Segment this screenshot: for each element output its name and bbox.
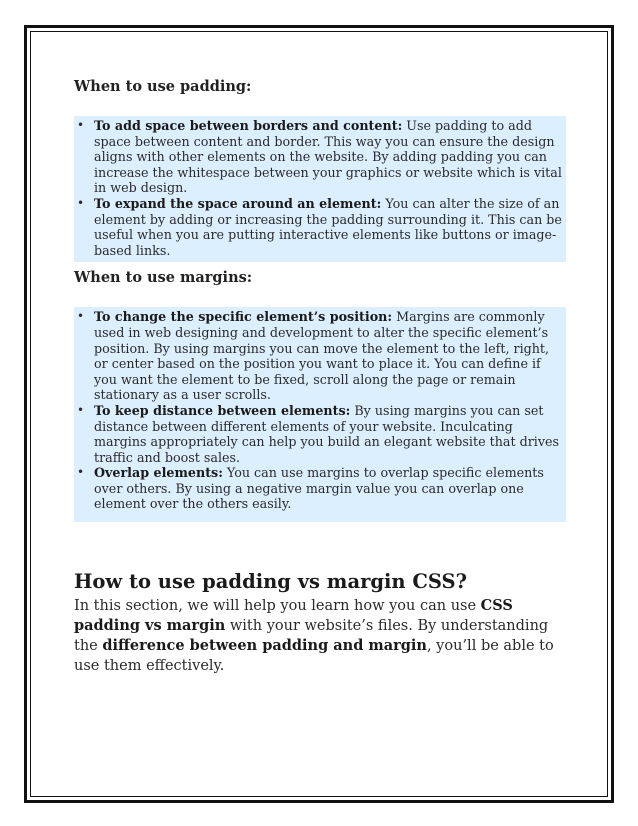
list-item-title: To keep distance between elements: [94, 402, 351, 418]
how-to-heading: How to use padding vs margin CSS? [74, 570, 468, 594]
list-item [74, 118, 566, 196]
padding-highlight-box [74, 116, 566, 262]
margins-heading: When to use margins: [74, 269, 253, 287]
bullet-icon: • [77, 402, 85, 417]
list-item-title: To expand the space around an element: [94, 195, 382, 211]
padding-list [74, 118, 566, 258]
intro-bold-text: CSS padding vs margin [74, 597, 513, 635]
intro-text: , you’ll be able to use them effectively. [74, 638, 554, 675]
bullet-icon: • [77, 195, 85, 210]
padding-heading: When to use padding: [74, 78, 252, 95]
bullet-icon: • [77, 309, 85, 324]
bullet-icon: • [77, 465, 85, 480]
list-item [74, 465, 566, 512]
list-item-title: To change the specific element’s position: [94, 309, 393, 325]
list-item-text: You can use margins to overlap specific elements over others. By using a negative margin value you can overlap one element over the others easily. [94, 465, 544, 512]
list-item-text: By using margins you can set distance between different elements of your website. Inculcating margins appropriately can help you build an elegant website that drives traffic and boost sales. [94, 402, 560, 465]
list-item-text: Use padding to add space between content and border. This way you can ensure the design aligns with other elements on the website. By adding padding you can increase the whitespace between your graphics or website which is vital in web design. [94, 118, 562, 196]
list-item-title: Overlap elements: [94, 465, 223, 481]
list-item-text: You can alter the size of an element by adding or increasing the padding surrounding it. This can be useful when you are putting interactive elements like buttons or image-based links. [94, 195, 562, 258]
intro-text: with your website’s files. By understanding the [74, 618, 549, 655]
list-item-title: To add space between borders and content: [94, 118, 403, 133]
how-to-intro [74, 596, 566, 676]
list-item-text: Margins are commonly used in web designing and development to alter the specific element’s position. By using margins you can move the element to the left, right, or center based on the position you want to place it. You can define if you want the element to be fixed, scroll along the page or remain stationary as a user scrolls. [94, 309, 550, 403]
margins-list [74, 309, 566, 512]
intro-text: In this section, we will help you learn how you can use [74, 598, 481, 615]
list-item [74, 196, 566, 258]
margins-highlight-box [74, 307, 566, 522]
document-body [74, 78, 566, 676]
list-item [74, 403, 566, 465]
intro-bold-text: difference between padding and margin [102, 637, 427, 655]
list-item [74, 309, 566, 403]
bullet-icon: • [77, 118, 85, 132]
